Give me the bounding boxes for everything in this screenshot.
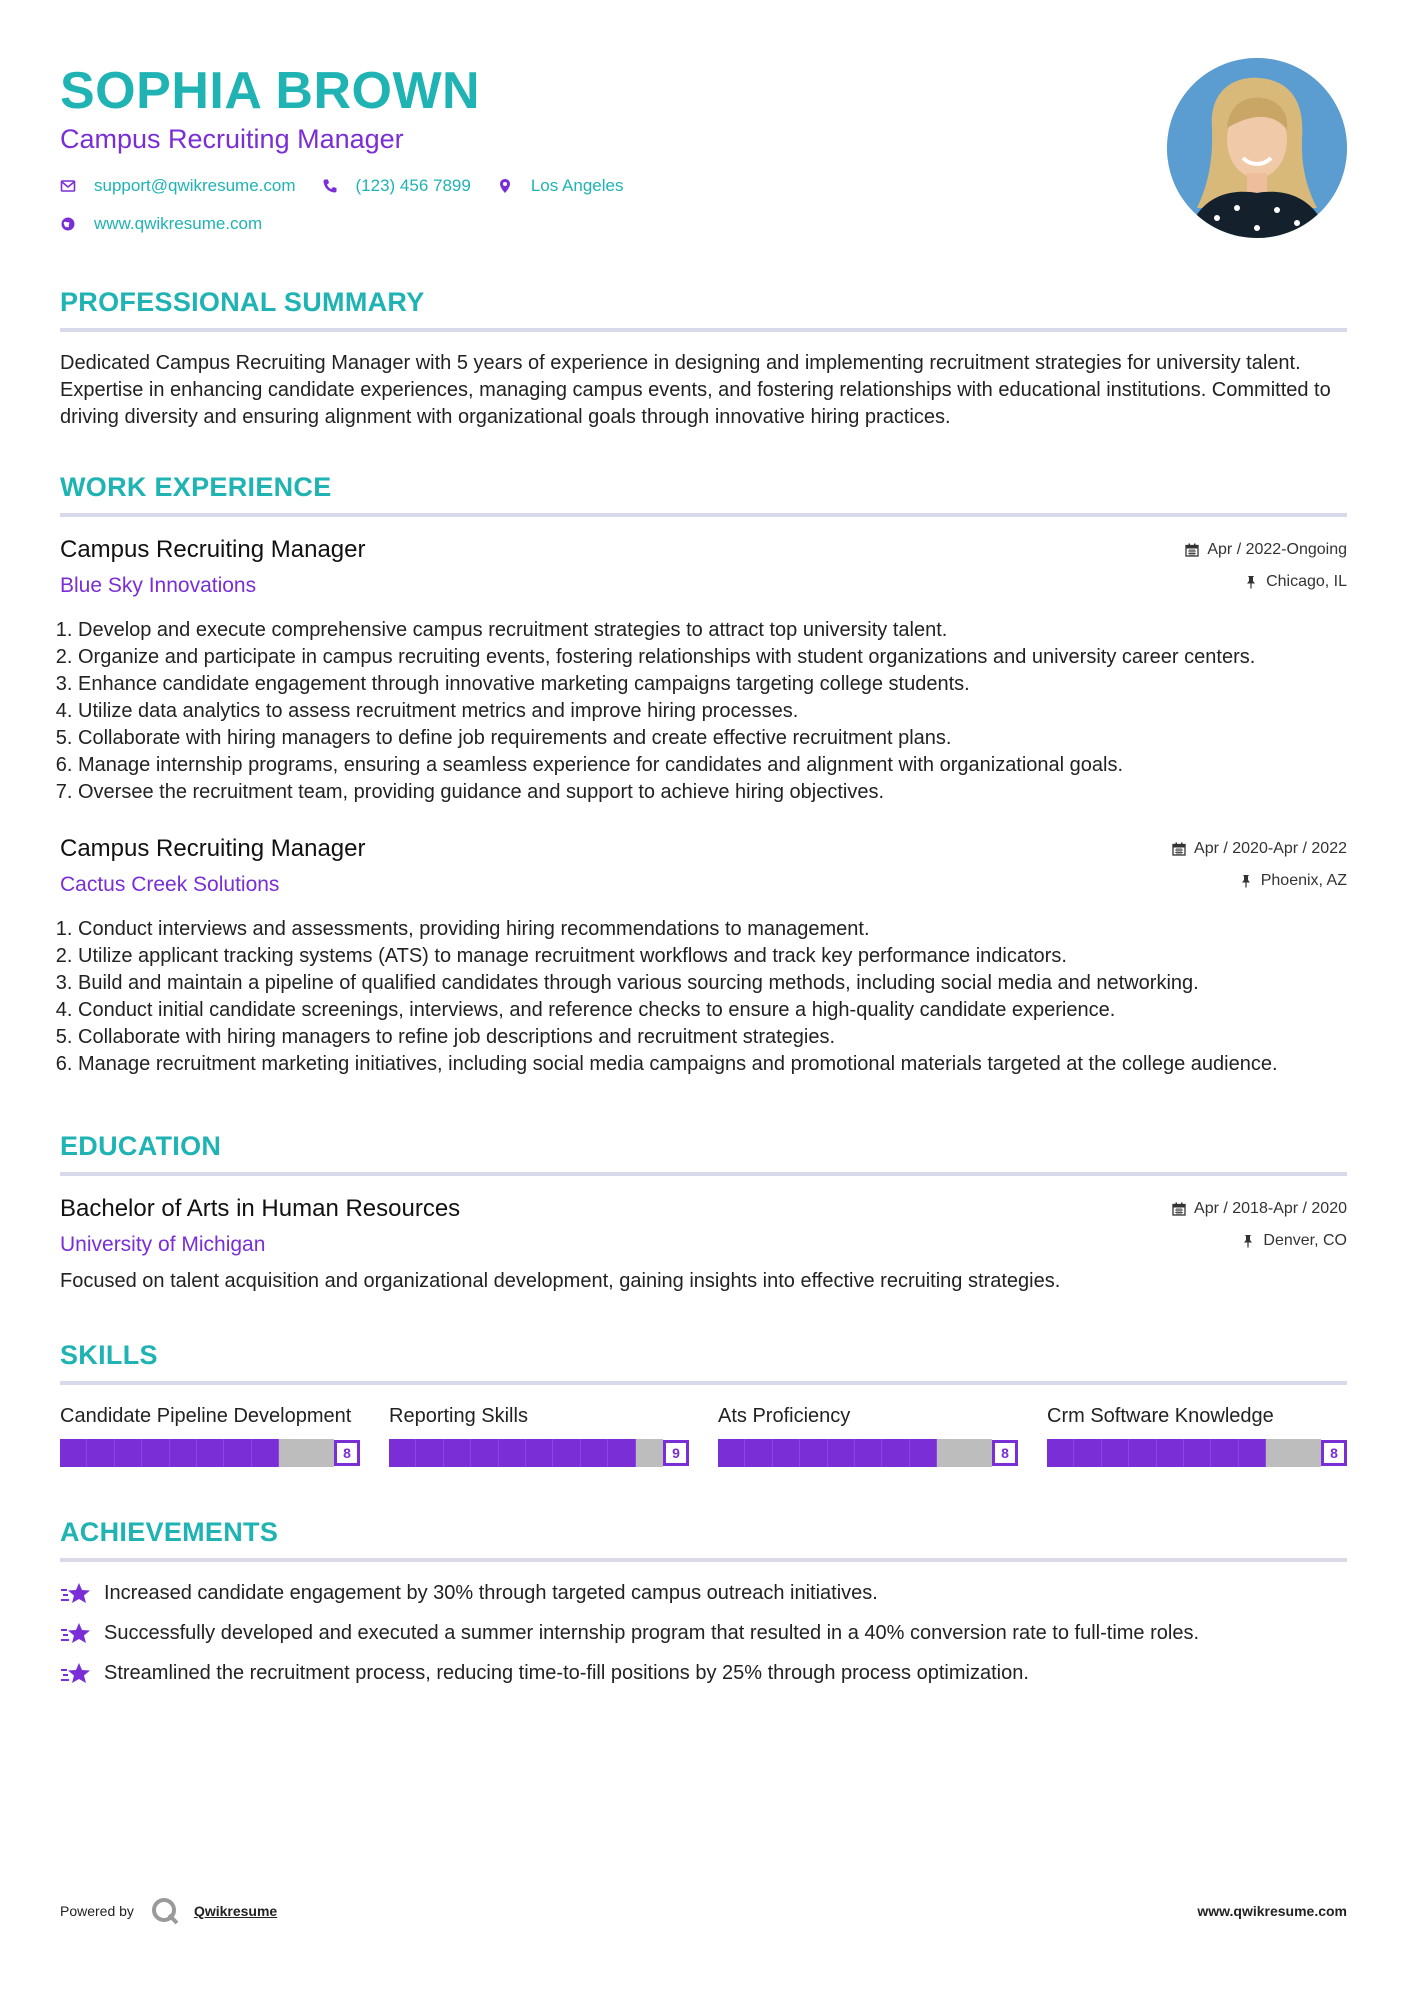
education-description: Focused on talent acquisition and organizational development, gaining insights into effective recruiting strategies. bbox=[60, 1270, 1061, 1292]
job-bullets bbox=[60, 916, 1347, 1078]
skill-bar-segment bbox=[444, 1439, 471, 1467]
list-item: 5. Collaborate with hiring managers to refine job descriptions and recruitment strategies. bbox=[78, 1024, 1347, 1051]
skill-score: 8 bbox=[992, 1440, 1018, 1466]
section-title-education: EDUCATION bbox=[60, 1131, 222, 1161]
skill-bar-segment bbox=[252, 1439, 279, 1467]
job-location-text: Chicago, IL bbox=[1266, 573, 1347, 590]
job-location bbox=[1172, 870, 1347, 892]
footer-powered-by bbox=[60, 1896, 277, 1926]
skill-bar-segment bbox=[1211, 1439, 1238, 1467]
skill-bar-segment bbox=[115, 1439, 142, 1467]
phone-text: (123) 456 7899 bbox=[355, 176, 471, 195]
skill-score: 9 bbox=[663, 1440, 689, 1466]
job-company: Cactus Creek Solutions bbox=[60, 873, 280, 896]
section-title-experience: WORK EXPERIENCE bbox=[60, 472, 332, 502]
shooting-star-icon bbox=[60, 1580, 92, 1608]
skill-bar-segment bbox=[773, 1439, 800, 1467]
footer-url[interactable]: www.qwikresume.com bbox=[1197, 1903, 1347, 1919]
achievements-list bbox=[60, 1580, 1347, 1688]
skill-bar-fill bbox=[718, 1439, 937, 1467]
skill-bar-segment bbox=[828, 1439, 855, 1467]
achievement-text: Streamlined the recruitment process, reducing time-to-fill positions by 25% through process optimization. bbox=[104, 1662, 1029, 1684]
job-location bbox=[1185, 571, 1347, 593]
job-title: Campus Recruiting Manager bbox=[60, 835, 366, 862]
candidate-name: SOPHIA BROWN bbox=[60, 62, 481, 120]
skill-bar-segment bbox=[855, 1439, 882, 1467]
education-dates-text: Apr / 2018-Apr / 2020 bbox=[1194, 1200, 1347, 1217]
list-item: 4. Utilize data analytics to assess recruitment metrics and improve hiring processes. bbox=[78, 698, 1347, 725]
shooting-star-icon bbox=[60, 1660, 92, 1688]
job-header bbox=[60, 834, 1347, 908]
job-meta bbox=[1172, 838, 1347, 892]
list-item: 1. Develop and execute comprehensive campus recruitment strategies to attract top university talent. bbox=[78, 617, 1347, 644]
calendar-icon bbox=[1172, 842, 1186, 856]
skill-bar-segment bbox=[608, 1439, 635, 1467]
section-title-summary: PROFESSIONAL SUMMARY bbox=[60, 287, 425, 317]
job-meta bbox=[1185, 539, 1347, 593]
skill-rating-bar bbox=[60, 1438, 360, 1468]
skill-bar-segment bbox=[471, 1439, 498, 1467]
skill-bar-segment bbox=[1184, 1439, 1211, 1467]
job-bullets bbox=[60, 617, 1347, 806]
education-header bbox=[60, 1194, 1347, 1268]
skill-name: Candidate Pipeline Development bbox=[60, 1405, 352, 1427]
skill-bar-segment bbox=[1157, 1439, 1184, 1467]
job-dates bbox=[1172, 838, 1347, 860]
skill-bar-segment bbox=[581, 1439, 608, 1467]
achievement-text: Increased candidate engagement by 30% through targeted campus outreach initiatives. bbox=[104, 1582, 878, 1604]
pushpin-icon bbox=[1239, 874, 1253, 888]
job-dates-text: Apr / 2022-Ongoing bbox=[1207, 541, 1347, 558]
list-item: 6. Manage internship programs, ensuring a seamless experience for candidates and alignment with organizational goals. bbox=[78, 752, 1347, 779]
candidate-role: Campus Recruiting Manager bbox=[60, 124, 404, 154]
list-item: 2. Utilize applicant tracking systems (ATS) to manage recruitment workflows and track key performance indicators. bbox=[78, 943, 1347, 970]
section-divider bbox=[60, 1558, 1347, 1562]
education-dates bbox=[1172, 1198, 1347, 1220]
skill-bar-fill bbox=[60, 1439, 279, 1467]
list-item: 6. Manage recruitment marketing initiatives, including social media campaigns and promotional materials targeted at the college audience. bbox=[78, 1051, 1347, 1078]
powered-by-label: Powered by bbox=[60, 1903, 134, 1919]
skill-bar-segment bbox=[499, 1439, 526, 1467]
section-education bbox=[60, 1130, 1347, 1295]
section-title-achievements: ACHIEVEMENTS bbox=[60, 1517, 279, 1547]
job-dates-text: Apr / 2020-Apr / 2022 bbox=[1194, 840, 1347, 857]
school-name: University of Michigan bbox=[60, 1233, 266, 1256]
section-divider bbox=[60, 513, 1347, 517]
skills-grid bbox=[60, 1403, 1347, 1468]
job-company: Blue Sky Innovations bbox=[60, 574, 257, 597]
skill-bar-fill bbox=[389, 1439, 636, 1467]
achievement-text: Successfully developed and executed a summer internship program that resulted in a 40% conversion rate to full-time roles. bbox=[104, 1622, 1200, 1644]
skill-bar-segment bbox=[1102, 1439, 1129, 1467]
list-item bbox=[60, 1660, 1347, 1688]
list-item: 3. Enhance candidate engagement through innovative marketing campaigns targeting college students. bbox=[78, 671, 1347, 698]
skill-score: 8 bbox=[1321, 1440, 1347, 1466]
education-location bbox=[1172, 1230, 1347, 1252]
skill-bar-segment bbox=[416, 1439, 443, 1467]
skill-bar-segment bbox=[87, 1439, 114, 1467]
skill-name: Reporting Skills bbox=[389, 1405, 528, 1427]
job-entry bbox=[60, 834, 1347, 1078]
skill-bar-segment bbox=[745, 1439, 772, 1467]
pushpin-icon bbox=[1244, 575, 1258, 589]
envelope-icon bbox=[60, 178, 76, 194]
pushpin-icon bbox=[1241, 1234, 1255, 1248]
list-item: 1. Conduct interviews and assessments, providing hiring recommendations to management. bbox=[78, 916, 1347, 943]
list-item: 3. Build and maintain a pipeline of qualified candidates through various sourcing methods, including social media and networking. bbox=[78, 970, 1347, 997]
education-location-text: Denver, CO bbox=[1263, 1232, 1347, 1249]
skill-name: Ats Proficiency bbox=[718, 1405, 851, 1427]
contact-website[interactable] bbox=[60, 214, 262, 234]
job-title: Campus Recruiting Manager bbox=[60, 536, 366, 563]
globe-icon bbox=[60, 216, 76, 232]
website-text: www.qwikresume.com bbox=[94, 214, 263, 233]
email-text: support@qwikresume.com bbox=[94, 176, 296, 195]
skill-bar-segment bbox=[800, 1439, 827, 1467]
skill-item bbox=[389, 1403, 689, 1468]
skill-bar-segment bbox=[170, 1439, 197, 1467]
skill-bar-track bbox=[718, 1439, 992, 1467]
phone-icon bbox=[322, 178, 338, 194]
skill-bar-segment bbox=[882, 1439, 909, 1467]
skill-bar-segment bbox=[1239, 1439, 1266, 1467]
skill-bar-segment bbox=[1047, 1439, 1074, 1467]
skill-bar-segment bbox=[718, 1439, 745, 1467]
resume-header bbox=[60, 62, 1347, 252]
contact-email[interactable] bbox=[60, 176, 296, 196]
job-entry bbox=[60, 535, 1347, 806]
location-text: Los Angeles bbox=[530, 176, 624, 195]
section-title-skills: SKILLS bbox=[60, 1340, 158, 1370]
skill-rating-bar bbox=[389, 1438, 689, 1468]
skill-bar-segment bbox=[142, 1439, 169, 1467]
skill-bar-segment bbox=[224, 1439, 251, 1467]
list-item: 5. Collaborate with hiring managers to define job requirements and create effective recruitment plans. bbox=[78, 725, 1347, 752]
section-skills bbox=[60, 1339, 1347, 1468]
education-meta bbox=[1172, 1198, 1347, 1252]
skill-bar-segment bbox=[1129, 1439, 1156, 1467]
skill-item bbox=[60, 1403, 360, 1468]
section-divider bbox=[60, 1172, 1347, 1176]
list-item bbox=[60, 1580, 1347, 1608]
job-header bbox=[60, 535, 1347, 609]
shooting-star-icon bbox=[60, 1620, 92, 1648]
skill-item bbox=[718, 1403, 1018, 1468]
section-achievements bbox=[60, 1516, 1347, 1688]
calendar-icon bbox=[1185, 543, 1199, 557]
skill-rating-bar bbox=[1047, 1438, 1347, 1468]
skill-bar-segment bbox=[389, 1439, 416, 1467]
section-experience bbox=[60, 471, 1347, 1078]
skill-bar-segment bbox=[1074, 1439, 1101, 1467]
profile-photo bbox=[1167, 58, 1347, 238]
contact-row-primary bbox=[60, 176, 1347, 196]
skill-item bbox=[1047, 1403, 1347, 1468]
skill-bar-track bbox=[389, 1439, 663, 1467]
skill-bar-track bbox=[1047, 1439, 1321, 1467]
skill-bar-segment bbox=[526, 1439, 553, 1467]
skill-score: 8 bbox=[334, 1440, 360, 1466]
skill-bar-segment bbox=[910, 1439, 937, 1467]
skill-bar-segment bbox=[553, 1439, 580, 1467]
list-item: 7. Oversee the recruitment team, providing guidance and support to achieve hiring objectives. bbox=[78, 779, 1347, 806]
skill-bar-fill bbox=[1047, 1439, 1266, 1467]
contact-row-secondary bbox=[60, 214, 1347, 234]
section-summary bbox=[60, 286, 1347, 431]
skill-rating-bar bbox=[718, 1438, 1018, 1468]
skill-name: Crm Software Knowledge bbox=[1047, 1405, 1274, 1427]
job-dates bbox=[1185, 539, 1347, 561]
footer-brand-link[interactable]: Qwikresume bbox=[193, 1903, 278, 1919]
summary-text: Dedicated Campus Recruiting Manager with 5 years of experience in designing and implementing recruitment strategies for university talent. Expertise in enhancing candidate experiences, managing campus events, and fostering relationships with educational institutions. Committed to driving diversity and ensuring alignment with organizational goals through innovative hiring practices. bbox=[60, 352, 1331, 428]
degree-title: Bachelor of Arts in Human Resources bbox=[60, 1195, 461, 1222]
page-footer bbox=[60, 1896, 1347, 1926]
section-divider bbox=[60, 328, 1347, 332]
calendar-icon bbox=[1172, 1202, 1186, 1216]
contact-phone[interactable] bbox=[322, 176, 471, 196]
section-divider bbox=[60, 1381, 1347, 1385]
contact-location bbox=[497, 176, 624, 196]
list-item: 2. Organize and participate in campus recruiting events, fostering relationships with student organizations and university career centers. bbox=[78, 644, 1347, 671]
map-pin-icon bbox=[497, 178, 513, 194]
qwikresume-logo-icon bbox=[150, 1896, 180, 1926]
skill-bar-track bbox=[60, 1439, 334, 1467]
skill-bar-segment bbox=[60, 1439, 87, 1467]
list-item bbox=[60, 1620, 1347, 1648]
job-location-text: Phoenix, AZ bbox=[1260, 872, 1347, 889]
list-item: 4. Conduct initial candidate screenings, interviews, and reference checks to ensure a high-quality candidate experience. bbox=[78, 997, 1347, 1024]
skill-bar-segment bbox=[197, 1439, 224, 1467]
